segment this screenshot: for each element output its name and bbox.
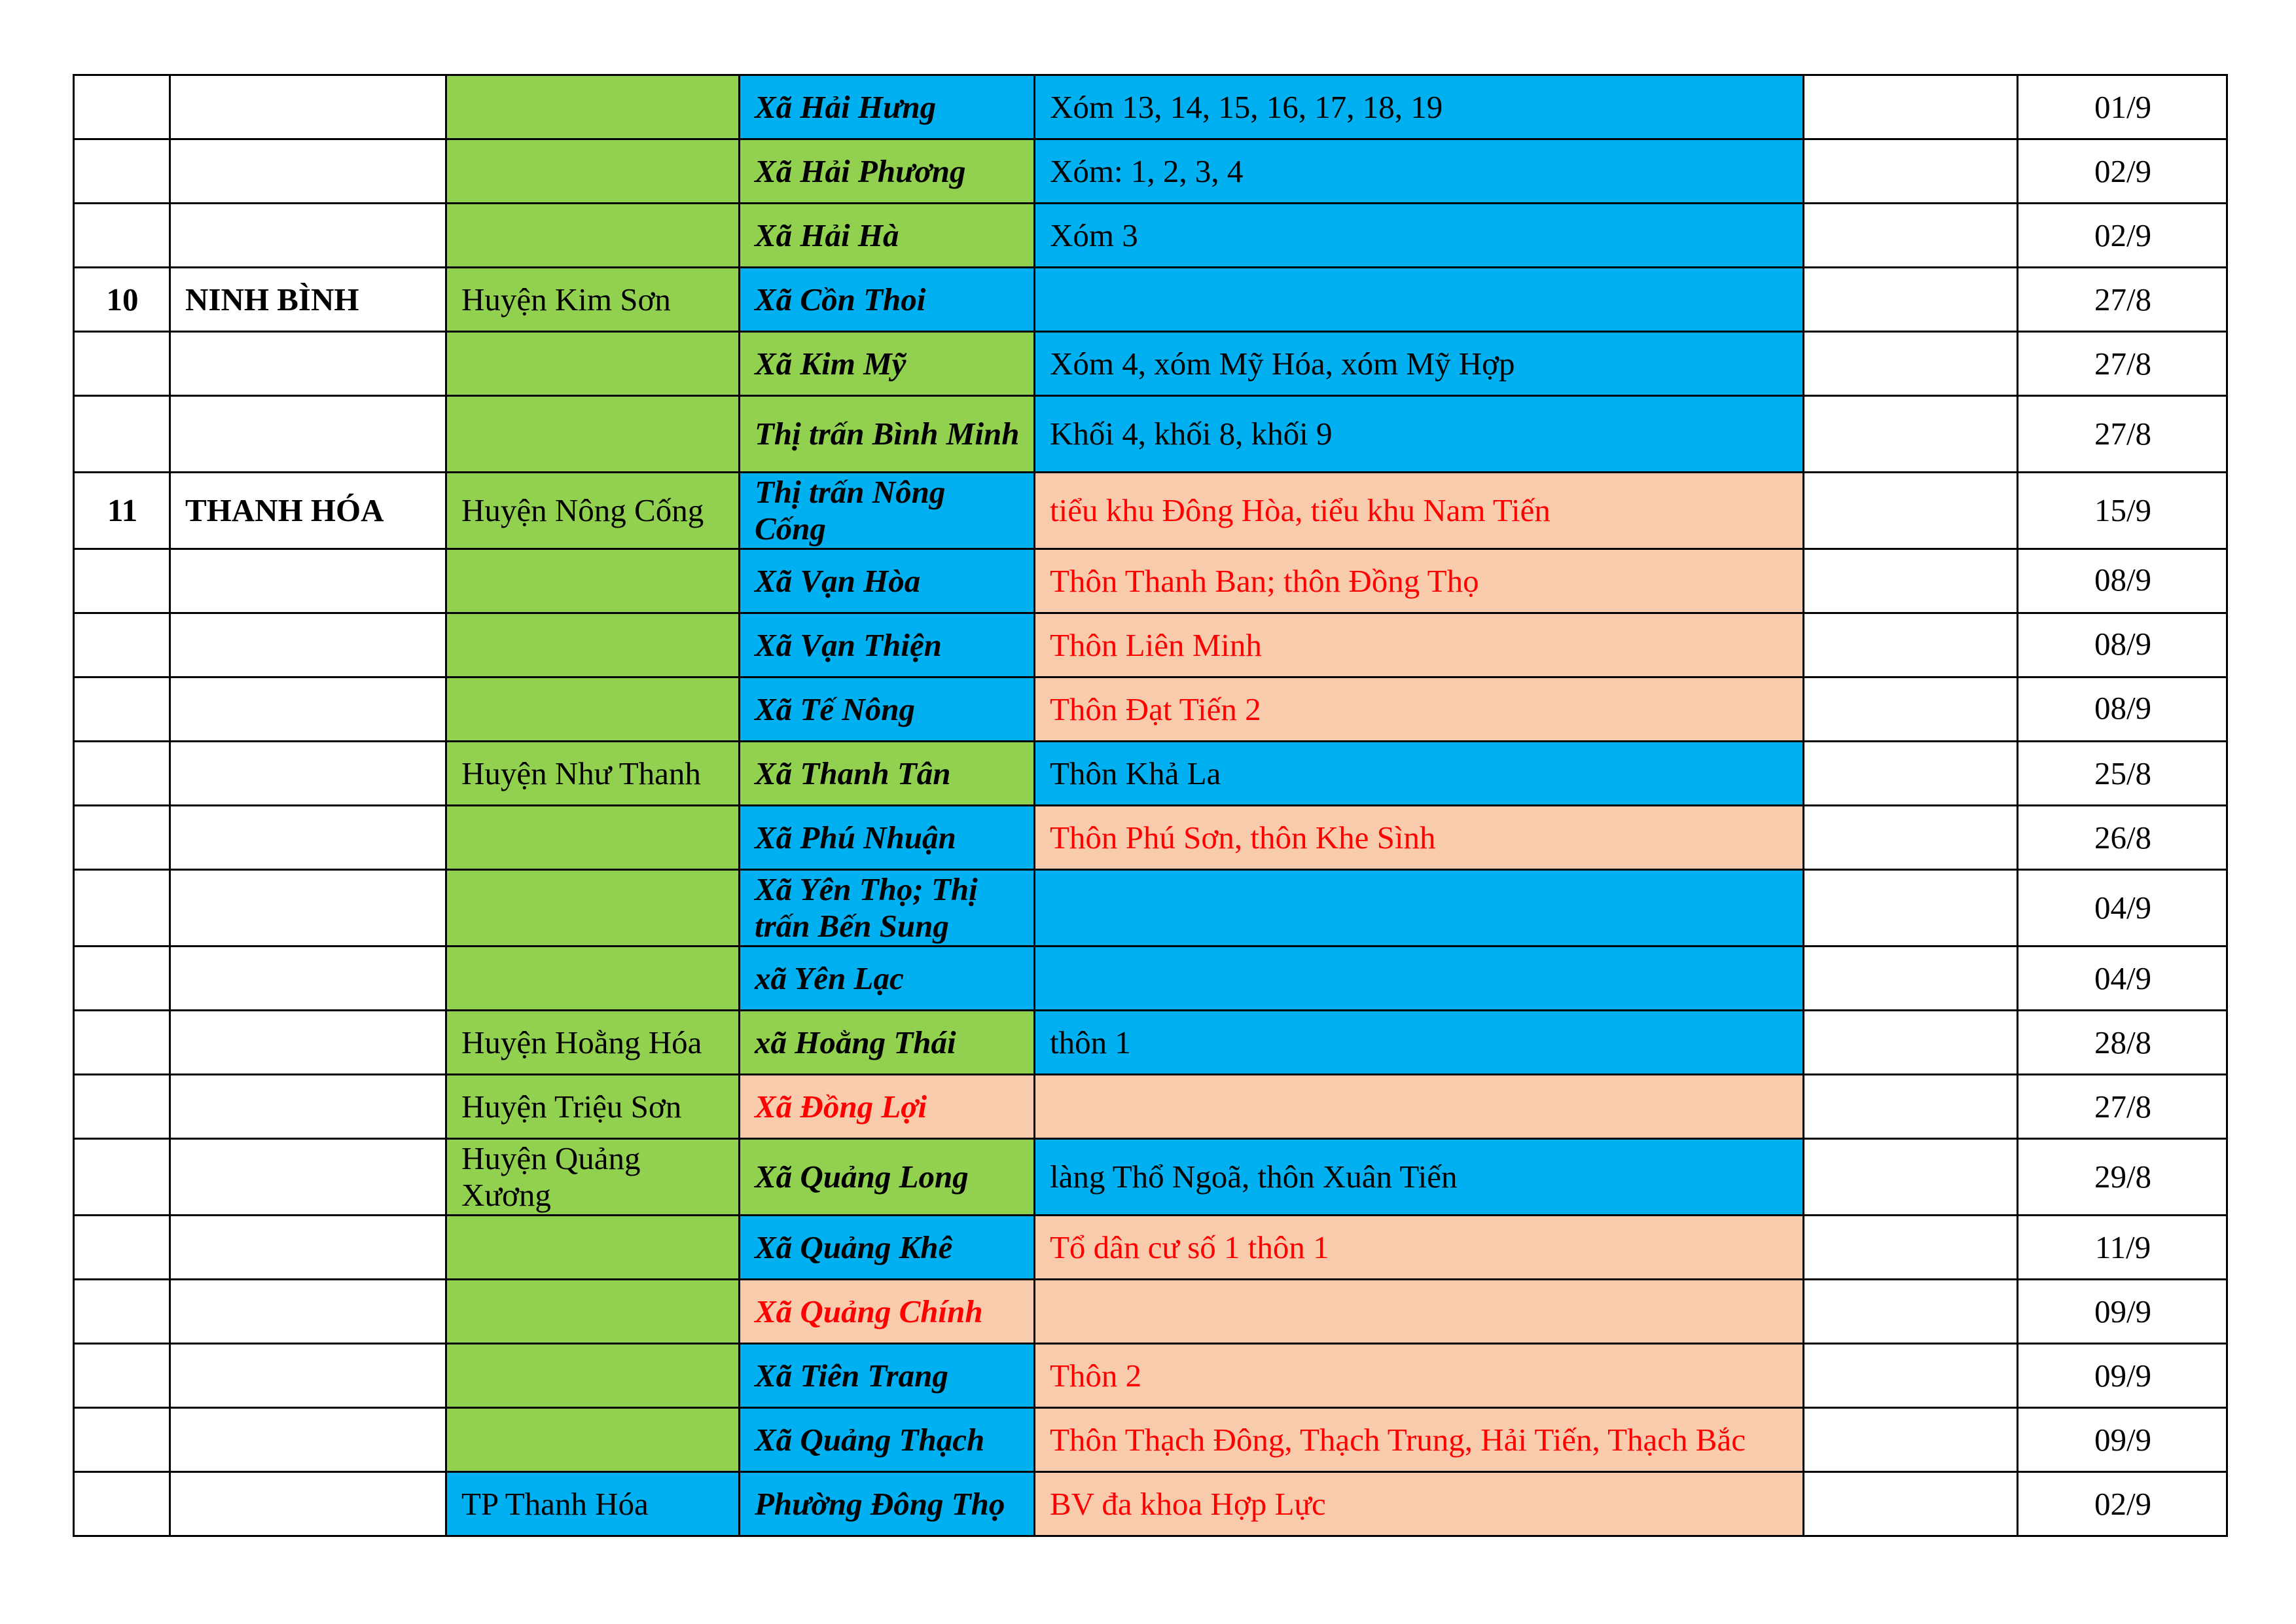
note-cell xyxy=(1804,1472,2018,1536)
commune-cell: Xã Quảng Khê xyxy=(740,1216,1035,1280)
date-cell: 27/8 xyxy=(2018,1075,2227,1139)
detail-cell: Xóm 3 xyxy=(1035,204,1804,268)
locations-table xyxy=(73,74,2228,1537)
detail-cell: Thôn Khả La xyxy=(1035,742,1804,806)
table-row xyxy=(74,473,2227,549)
date-cell: 09/9 xyxy=(2018,1280,2227,1344)
note-cell xyxy=(1804,332,2018,396)
table-row xyxy=(74,1280,2227,1344)
detail-cell: Thôn Liên Minh xyxy=(1035,613,1804,677)
date-cell: 01/9 xyxy=(2018,75,2227,139)
note-cell xyxy=(1804,806,2018,870)
district-cell xyxy=(446,139,740,204)
province-cell xyxy=(170,204,446,268)
table-row xyxy=(74,613,2227,677)
district-cell xyxy=(446,75,740,139)
district-cell xyxy=(446,677,740,742)
date-cell: 27/8 xyxy=(2018,332,2227,396)
district-cell xyxy=(446,1216,740,1280)
stt-cell xyxy=(74,1408,170,1472)
date-cell: 29/8 xyxy=(2018,1139,2227,1216)
date-cell: 11/9 xyxy=(2018,1216,2227,1280)
note-cell xyxy=(1804,204,2018,268)
note-cell xyxy=(1804,549,2018,613)
note-cell xyxy=(1804,947,2018,1011)
district-cell xyxy=(446,947,740,1011)
note-cell xyxy=(1804,1075,2018,1139)
detail-cell: BV đa khoa Hợp Lực xyxy=(1035,1472,1804,1536)
stt-cell xyxy=(74,75,170,139)
detail-cell xyxy=(1035,947,1804,1011)
detail-cell: tiểu khu Đông Hòa, tiểu khu Nam Tiến xyxy=(1035,473,1804,549)
province-cell xyxy=(170,1139,446,1216)
table-row xyxy=(74,1472,2227,1536)
date-cell: 27/8 xyxy=(2018,396,2227,473)
stt-cell xyxy=(74,870,170,947)
commune-cell: Thị trấn Bình Minh xyxy=(740,396,1035,473)
district-cell: Huyện Triệu Sơn xyxy=(446,1075,740,1139)
stt-cell xyxy=(74,1011,170,1075)
detail-cell: làng Thổ Ngoã, thôn Xuân Tiến xyxy=(1035,1139,1804,1216)
stt-cell xyxy=(74,396,170,473)
table-row xyxy=(74,549,2227,613)
province-cell xyxy=(170,947,446,1011)
province-cell xyxy=(170,1216,446,1280)
district-cell xyxy=(446,204,740,268)
table-row xyxy=(74,947,2227,1011)
district-cell xyxy=(446,332,740,396)
district-cell xyxy=(446,549,740,613)
note-cell xyxy=(1804,613,2018,677)
stt-cell xyxy=(74,332,170,396)
commune-cell: Xã Vạn Hòa xyxy=(740,549,1035,613)
stt-cell: 11 xyxy=(74,473,170,549)
stt-cell xyxy=(74,1472,170,1536)
district-cell xyxy=(446,613,740,677)
date-cell: 28/8 xyxy=(2018,1011,2227,1075)
district-cell xyxy=(446,870,740,947)
detail-cell: Thôn Phú Sơn, thôn Khe Sình xyxy=(1035,806,1804,870)
date-cell: 08/9 xyxy=(2018,549,2227,613)
table-row xyxy=(74,1216,2227,1280)
date-cell: 02/9 xyxy=(2018,204,2227,268)
commune-cell: Xã Quảng Long xyxy=(740,1139,1035,1216)
stt-cell xyxy=(74,613,170,677)
district-cell: Huyện Nông Cống xyxy=(446,473,740,549)
stt-cell xyxy=(74,204,170,268)
note-cell xyxy=(1804,1344,2018,1408)
province-cell xyxy=(170,1408,446,1472)
province-cell xyxy=(170,332,446,396)
province-cell xyxy=(170,742,446,806)
commune-cell: Xã Thanh Tân xyxy=(740,742,1035,806)
province-cell xyxy=(170,139,446,204)
district-cell xyxy=(446,806,740,870)
province-cell xyxy=(170,613,446,677)
commune-cell: Xã Hải Hà xyxy=(740,204,1035,268)
stt-cell xyxy=(74,1075,170,1139)
date-cell: 04/9 xyxy=(2018,947,2227,1011)
date-cell: 15/9 xyxy=(2018,473,2227,549)
note-cell xyxy=(1804,268,2018,332)
note-cell xyxy=(1804,396,2018,473)
table-row xyxy=(74,75,2227,139)
commune-cell: Xã Hải Hưng xyxy=(740,75,1035,139)
province-cell xyxy=(170,1344,446,1408)
commune-cell: Xã Tiên Trang xyxy=(740,1344,1035,1408)
commune-cell: Xã Đồng Lợi xyxy=(740,1075,1035,1139)
stt-cell xyxy=(74,1139,170,1216)
commune-cell: Xã Kim Mỹ xyxy=(740,332,1035,396)
stt-cell xyxy=(74,742,170,806)
note-cell xyxy=(1804,1408,2018,1472)
commune-cell: Xã Quảng Thạch xyxy=(740,1408,1035,1472)
detail-cell xyxy=(1035,870,1804,947)
province-cell xyxy=(170,1011,446,1075)
province-cell xyxy=(170,870,446,947)
table-row xyxy=(74,742,2227,806)
stt-cell: 10 xyxy=(74,268,170,332)
detail-cell: Khối 4, khối 8, khối 9 xyxy=(1035,396,1804,473)
note-cell xyxy=(1804,139,2018,204)
note-cell xyxy=(1804,1216,2018,1280)
table-row xyxy=(74,1075,2227,1139)
detail-cell: Thôn 2 xyxy=(1035,1344,1804,1408)
district-cell xyxy=(446,396,740,473)
table-row xyxy=(74,677,2227,742)
province-cell xyxy=(170,549,446,613)
district-cell: Huyện Kim Sơn xyxy=(446,268,740,332)
stt-cell xyxy=(74,806,170,870)
province-cell: NINH BÌNH xyxy=(170,268,446,332)
commune-cell: Phường Đông Thọ xyxy=(740,1472,1035,1536)
date-cell: 08/9 xyxy=(2018,613,2227,677)
district-cell: TP Thanh Hóa xyxy=(446,1472,740,1536)
table-row xyxy=(74,268,2227,332)
province-cell xyxy=(170,1075,446,1139)
note-cell xyxy=(1804,75,2018,139)
note-cell xyxy=(1804,1139,2018,1216)
note-cell xyxy=(1804,1011,2018,1075)
province-cell xyxy=(170,806,446,870)
note-cell xyxy=(1804,742,2018,806)
commune-cell: Xã Tế Nông xyxy=(740,677,1035,742)
detail-cell: Xóm 4, xóm Mỹ Hóa, xóm Mỹ Hợp xyxy=(1035,332,1804,396)
district-cell: Huyện Quảng Xương xyxy=(446,1139,740,1216)
commune-cell: xã Hoằng Thái xyxy=(740,1011,1035,1075)
detail-cell xyxy=(1035,1075,1804,1139)
date-cell: 02/9 xyxy=(2018,139,2227,204)
stt-cell xyxy=(74,1216,170,1280)
commune-cell: Xã Vạn Thiện xyxy=(740,613,1035,677)
table-row xyxy=(74,1011,2227,1075)
table-row xyxy=(74,1344,2227,1408)
stt-cell xyxy=(74,1344,170,1408)
commune-cell: Thị trấn Nông Cống xyxy=(740,473,1035,549)
district-cell: Huyện Hoằng Hóa xyxy=(446,1011,740,1075)
detail-cell xyxy=(1035,268,1804,332)
commune-cell: Xã Hải Phương xyxy=(740,139,1035,204)
table-row xyxy=(74,1408,2227,1472)
province-cell xyxy=(170,75,446,139)
detail-cell: thôn 1 xyxy=(1035,1011,1804,1075)
commune-cell: Xã Quảng Chính xyxy=(740,1280,1035,1344)
date-cell: 27/8 xyxy=(2018,268,2227,332)
detail-cell: Tổ dân cư số 1 thôn 1 xyxy=(1035,1216,1804,1280)
stt-cell xyxy=(74,677,170,742)
commune-cell: Xã Cồn Thoi xyxy=(740,268,1035,332)
note-cell xyxy=(1804,677,2018,742)
commune-cell: Xã Phú Nhuận xyxy=(740,806,1035,870)
date-cell: 08/9 xyxy=(2018,677,2227,742)
province-cell xyxy=(170,396,446,473)
province-cell xyxy=(170,1472,446,1536)
detail-cell: Xóm: 1, 2, 3, 4 xyxy=(1035,139,1804,204)
stt-cell xyxy=(74,139,170,204)
province-cell xyxy=(170,1280,446,1344)
note-cell xyxy=(1804,870,2018,947)
table-row xyxy=(74,139,2227,204)
detail-cell: Thôn Thạch Đông, Thạch Trung, Hải Tiến, Thạch Bắc xyxy=(1035,1408,1804,1472)
table-row xyxy=(74,870,2227,947)
detail-cell: Xóm 13, 14, 15, 16, 17, 18, 19 xyxy=(1035,75,1804,139)
province-cell xyxy=(170,677,446,742)
table-row xyxy=(74,1139,2227,1216)
date-cell: 09/9 xyxy=(2018,1408,2227,1472)
table-row xyxy=(74,806,2227,870)
date-cell: 09/9 xyxy=(2018,1344,2227,1408)
date-cell: 25/8 xyxy=(2018,742,2227,806)
district-cell: Huyện Như Thanh xyxy=(446,742,740,806)
table-row xyxy=(74,332,2227,396)
detail-cell: Thôn Đạt Tiến 2 xyxy=(1035,677,1804,742)
district-cell xyxy=(446,1280,740,1344)
note-cell xyxy=(1804,1280,2018,1344)
commune-cell: Xã Yên Thọ; Thị trấn Bến Sung xyxy=(740,870,1035,947)
date-cell: 02/9 xyxy=(2018,1472,2227,1536)
stt-cell xyxy=(74,549,170,613)
stt-cell xyxy=(74,1280,170,1344)
date-cell: 26/8 xyxy=(2018,806,2227,870)
province-cell: THANH HÓA xyxy=(170,473,446,549)
district-cell xyxy=(446,1344,740,1408)
date-cell: 04/9 xyxy=(2018,870,2227,947)
commune-cell: xã Yên Lạc xyxy=(740,947,1035,1011)
note-cell xyxy=(1804,473,2018,549)
stt-cell xyxy=(74,947,170,1011)
table-row xyxy=(74,204,2227,268)
detail-cell xyxy=(1035,1280,1804,1344)
district-cell xyxy=(446,1408,740,1472)
detail-cell: Thôn Thanh Ban; thôn Đồng Thọ xyxy=(1035,549,1804,613)
table-row xyxy=(74,396,2227,473)
